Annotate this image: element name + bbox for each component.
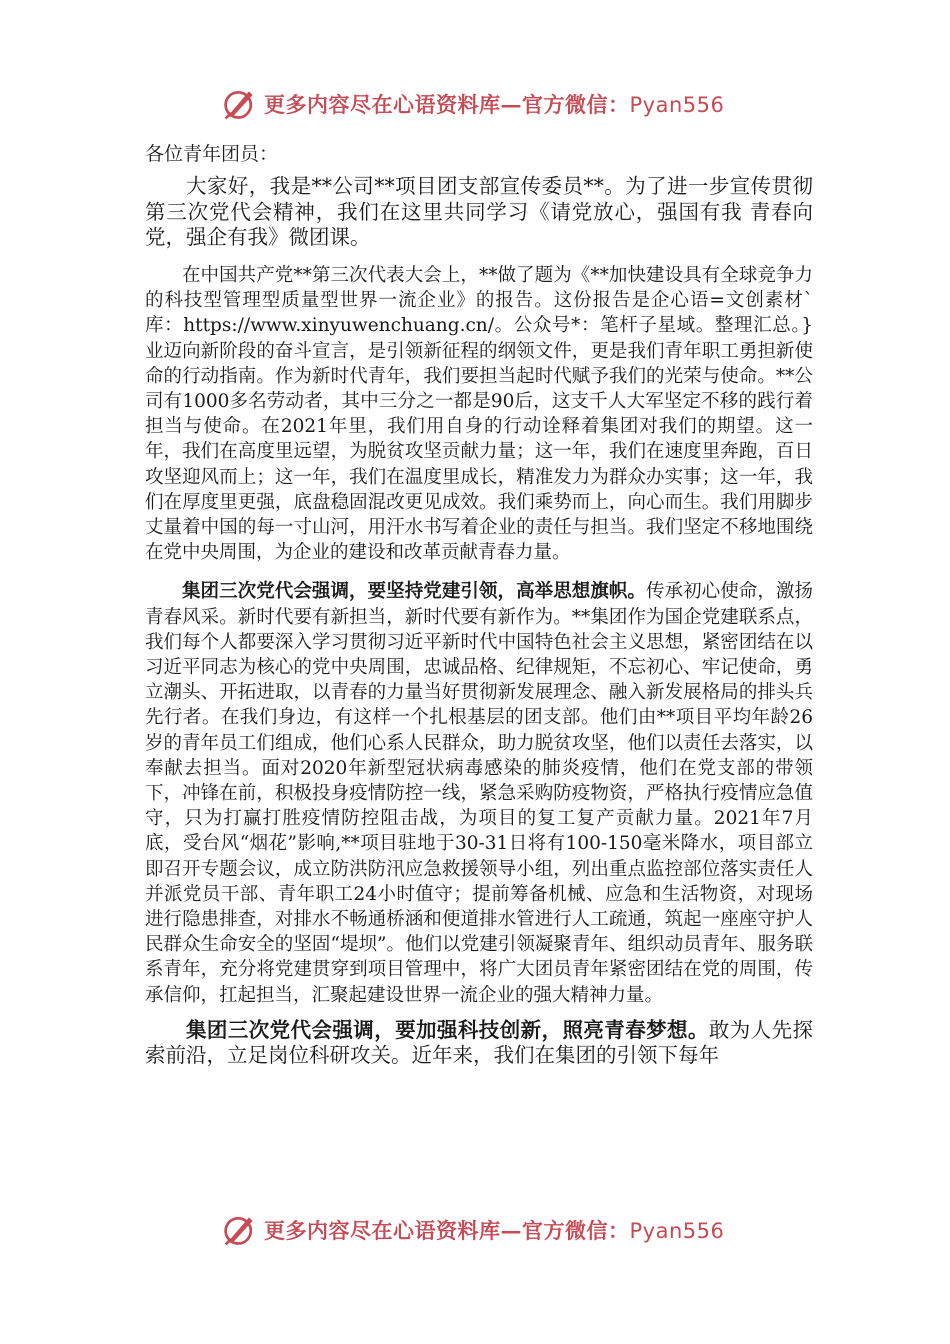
wechat-id: Pyan556 [629,1219,725,1243]
paragraph-heading: 集团三次党代会强调，要坚持党建引领，高举思想旗帜。 [182,581,646,603]
document-body [145,142,813,1078]
header-banner [222,84,742,124]
paragraph-intro: 大家好，我是**公司**项目团支部宣传委员**。为了进一步宣传贯彻第三次党代会精神，我们在这里共同学习《请党放心，强国有我 青春向党，强企有我》微团课。 [145,174,813,250]
quill-pen-logo-icon [222,86,258,122]
salutation: 各位青年团员： [145,143,279,165]
paragraph-innovation: 集团三次党代会强调，要加强科技创新，照亮青春梦想。敢为人先探索前沿，立足岗位科研攻关。近年来，我们在集团的引领下每年 [145,1017,813,1068]
wechat-id: Pyan556 [629,93,725,117]
quill-pen-logo-icon [222,1212,258,1248]
paragraph-report: 在中国共产党**第三次代表大会上，**做了题为《**加快建设具有全球竞争力的科技型管理型质量型世界一流企业》的报告。这份报告是企心语=文创素材`库：https://www.xinyuwenchuang.cn/。公众号*：笔杆子星域。整理汇总。}业迈向新阶段的奋斗宣言，是引领新征程的纲领文件，更是我们青年职工勇担新使命的行动指南。作为新时代青年，我们要担当起时代赋予我们的光荣与使命。**公司有1000多名劳动者，其中三分之一都是90后，这支千人大军坚定不移的践行着担当与使命。在2021年里，我们用自身的行动诠释着集团对我们的期望。这一年，我们在高度里远望，为脱贫攻坚贡献力量；这一年，我们在速度里奔跑，百日攻坚迎风而上；这一年，我们在温度里成长，精准发力为群众办实事；这一年，我们在厚度里更强，底盘稳固混改更见成效。我们乘势而上，向心而生。我们用脚步丈量着中国的每一寸山河，用汗水书写着企业的责任与担当。我们坚定不移地围绕在党中央周围，为企业的建设和改革贡献青春力量。 [145,264,813,564]
paragraph-party-building: 集团三次党代会强调，要坚持党建引领，高举思想旗帜。传承初心使命，激扬青春风采。新时代要有新担当，新时代要有新作为。**集团作为国企党建联系点，我们每个人都要深入学习贯彻习近平新时代中国特色社会主义思想，紧密团结在以习近平同志为核心的党中央周围，忠诚品格、纪律规矩，不忘初心、牢记使命，勇立潮头、开拓进取，以青春的力量当好贯彻新发展理念、融入新发展格局的排头兵先行者。在我们身边，有这样一个扎根基层的团支部。他们由**项目平均年龄26岁的青年员工们组成，他们心系人民群众，助力脱贫攻坚，他们以责任去落实，以奉献去担当。面对2020年新型冠状病毒感染的肺炎疫情，他们在党支部的带领下，冲锋在前，积极投身疫情防控一线，紧急采购防疫物资，严格执行疫情应急值守，只为打赢打胜疫情防控阻击战，为项目的复工复产贡献力量。2021年7月底，受台风“烟花”影响,**项目驻地于30-31日将有100-150毫米降水，项目部立即召开专题会议，成立防洪防汛应急救援领导小组，列出重点监控部位落实责任人并派党员干部、青年职工24小时值守；提前筹备机械、应急和生活物资，对现场进行隐患排查，对排水不畅通桥涵和便道排水管进行人工疏通，筑起一座座守护人民群众生命安全的坚固“堤坝”。他们以党建引领凝聚青年、组织动员青年、服务联系青年，充分将党建贯穿到项目管理中，将广大团员青年紧密团结在党的周围，传承信仰，扛起担当，汇聚起建设世界一流企业的强大精神力量。 [145,581,813,1006]
paragraph-heading: 集团三次党代会强调，要加强科技创新，照亮青春梦想。 [186,1017,709,1042]
footer-banner [222,1210,742,1250]
banner-text: 更多内容尽在心语资料库—官方微信：Pyan556 [264,92,725,117]
banner-text: 更多内容尽在心语资料库—官方微信：Pyan556 [264,1218,725,1243]
